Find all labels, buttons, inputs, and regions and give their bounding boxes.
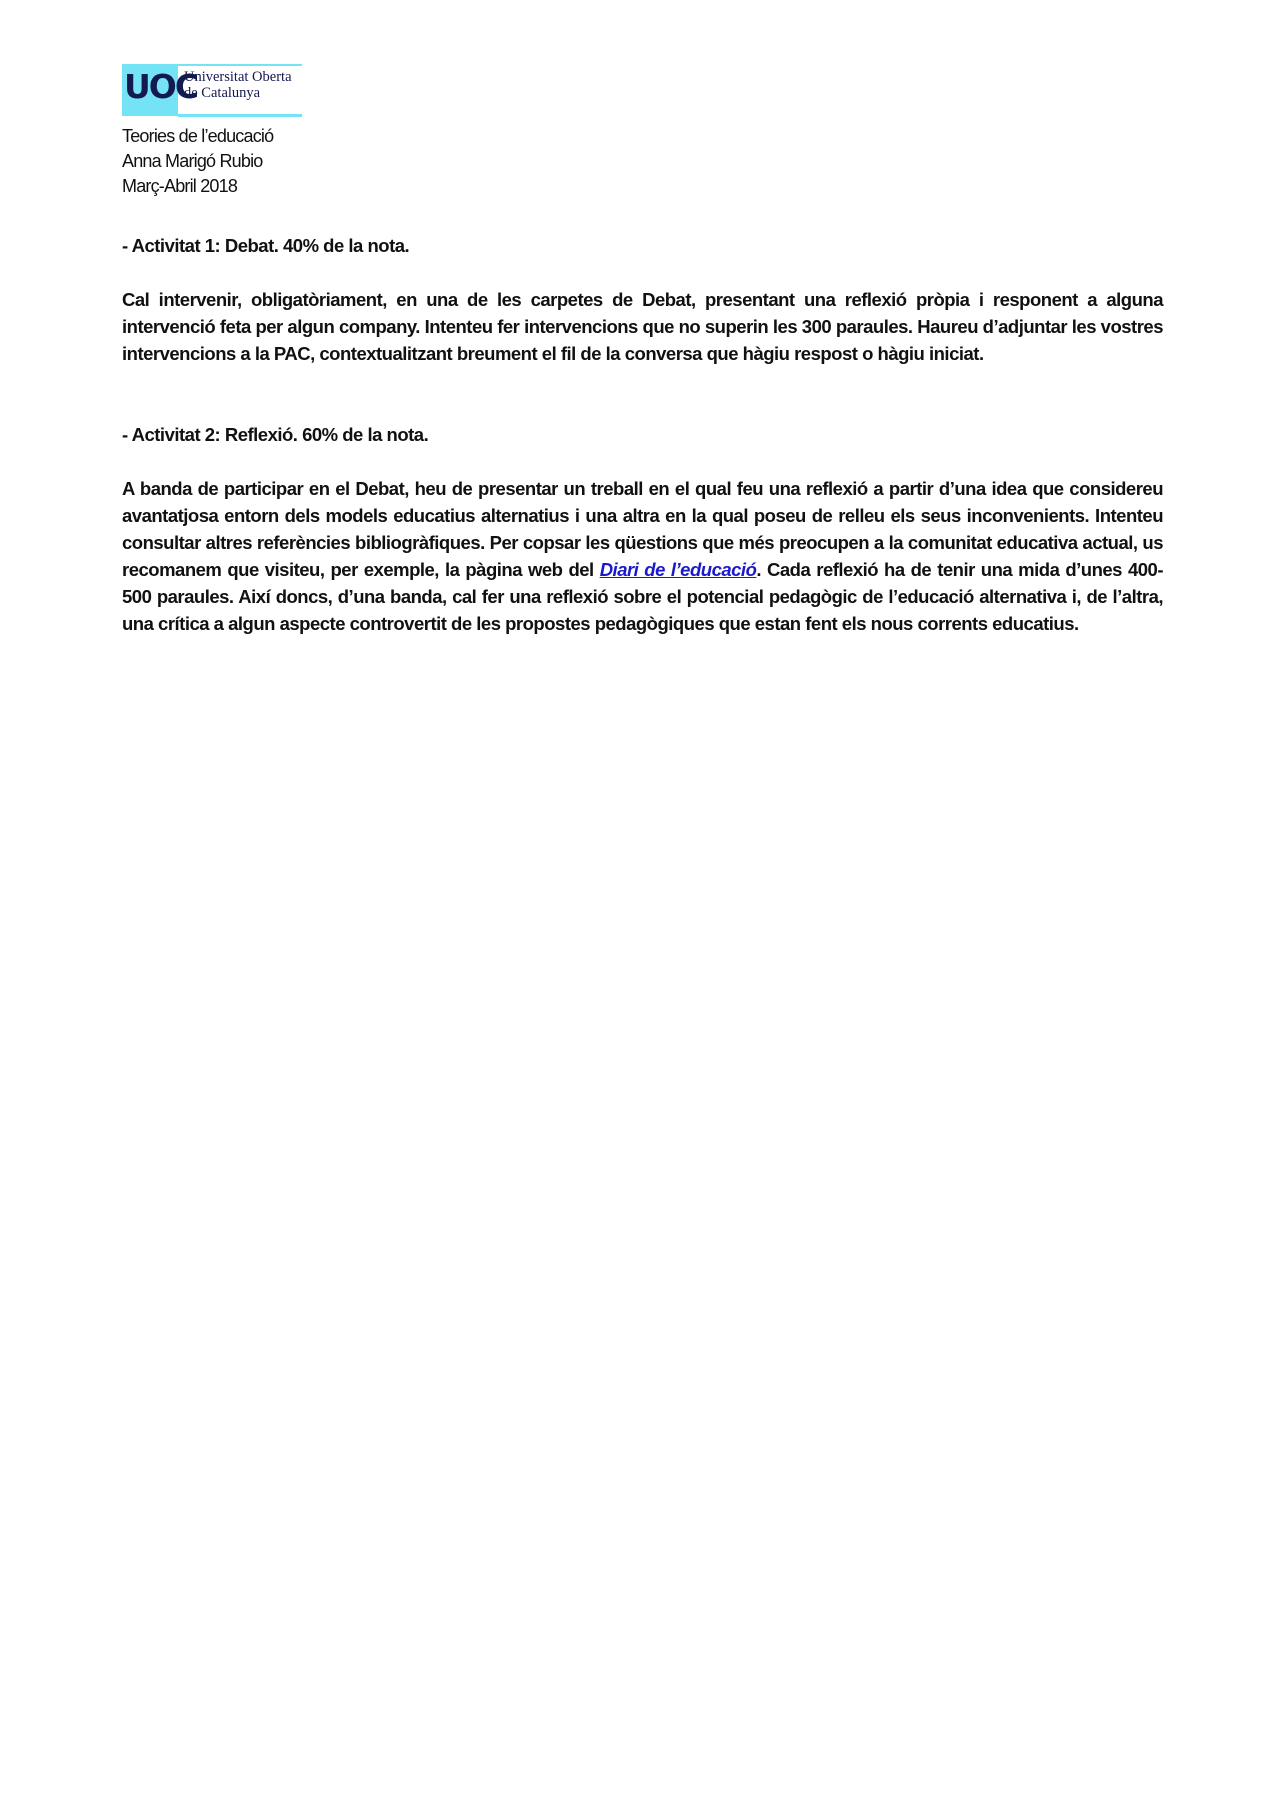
author-name: Anna Marigó Rubio [122,151,263,171]
uoc-logo [122,64,302,116]
document-meta [122,124,273,199]
logo-line-2: de Catalunya [184,85,261,101]
activity-2-body [122,475,1163,637]
logo-block [122,64,198,116]
logo-line-1: Universitat Oberta [184,69,292,85]
logo-rule-top [178,64,302,66]
logo-rule-bottom [178,114,302,117]
activity-1-body: Cal intervenir, obligatòriament, en una de les carpetes de Debat, presentant una reflexió pròpia i responent a alguna intervenció feta per algun company. Intenteu fer intervencions que no superin les 300 paraules. Haureu d’adjuntar les vostres intervencions a la PAC, contextualitzant breument el fil de la conversa que hàgiu respost o hàgiu iniciat. [122,289,1163,364]
activity-2-heading: - Activitat 2: Reflexió. 60% de la nota. [122,424,429,445]
diari-educacio-link[interactable]: Diari de l’educació [599,559,757,580]
course-title: Teories de l’educació [122,126,274,146]
document-body [122,232,1163,637]
activity-2-body-part-1: A banda de participar en el Debat, heu de presentar un treball en el qual feu una reflexió a partir d’una idea que considereu avantatjosa entorn dels models educatius alternatius i una altra en la qual poseu de relleu els seus inconvenients. Intenteu consultar altres referències bibliogràfiques. Per copsar les qüestions que més preocupen a la comunitat educativa actual, us recomanem que visiteu, per exemple, la pàgina web del [122,478,1163,580]
logo-letters: UOC [124,67,198,106]
period-date: Març-Abril 2018 [122,176,238,196]
activity-2-body-part-2: . Cada reflexió ha de tenir una mida d’unes 400-500 paraules. Així doncs, d’una banda, cal fer una reflexió sobre el potencial pedagògic de l’educació alternativa i, de l’altra, una crítica a algun aspecte controvertit de les propostes pedagògiques que estan fent els nous corrents educatius. [122,559,1163,634]
activity-1-heading: - Activitat 1: Debat. 40% de la nota. [122,235,410,256]
logo-wordmark [184,69,292,101]
